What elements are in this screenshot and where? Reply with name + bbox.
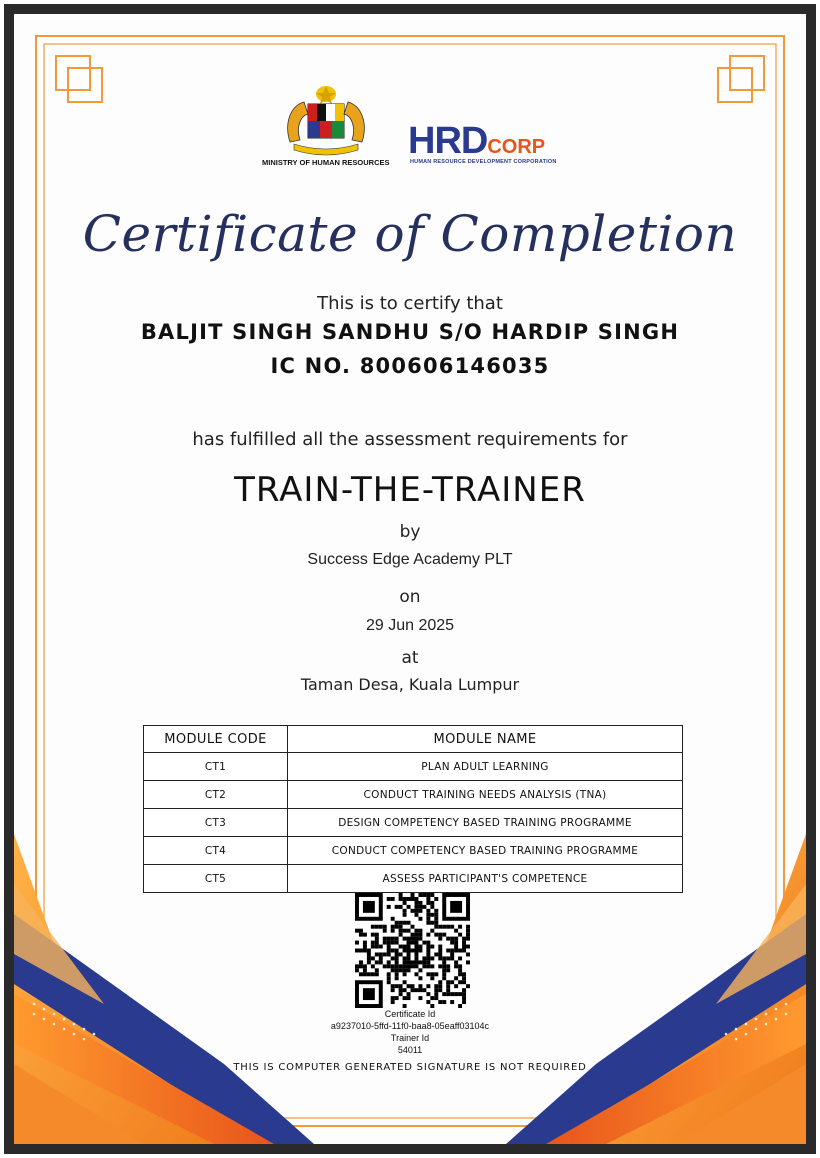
module-code-cell: CT3 bbox=[144, 809, 288, 837]
certificate-title: Certificate of Completion bbox=[82, 205, 738, 263]
training-provider: Success Edge Academy PLT bbox=[307, 551, 513, 568]
computer-generated-note: THIS IS COMPUTER GENERATED SIGNATURE IS NOT REQUIRED bbox=[233, 1062, 587, 1073]
module-name-cell: PLAN ADULT LEARNING bbox=[288, 753, 683, 781]
module-name-cell: CONDUCT COMPETENCY BASED TRAINING PROGRAMME bbox=[288, 837, 683, 865]
at-label: at bbox=[401, 648, 419, 668]
table-row bbox=[144, 753, 683, 781]
ic-number: IC NO. 800606146035 bbox=[270, 354, 550, 378]
table-row bbox=[144, 781, 683, 809]
coat-of-arms-emblem-icon bbox=[280, 84, 372, 156]
module-name-cell: DESIGN COMPETENCY BASED TRAINING PROGRAMME bbox=[288, 809, 683, 837]
on-label: on bbox=[399, 587, 421, 607]
module-code-cell: CT2 bbox=[144, 781, 288, 809]
module-name-header: MODULE NAME bbox=[288, 726, 683, 753]
module-name-cell: CONDUCT TRAINING NEEDS ANALYSIS (TNA) bbox=[288, 781, 683, 809]
table-row bbox=[144, 809, 683, 837]
certificate-id: a9237010-5ffd-11f0-baa8-05eaff03104c bbox=[330, 1021, 490, 1031]
table-row bbox=[144, 865, 683, 893]
module-code-cell: CT4 bbox=[144, 837, 288, 865]
recipient-name: BALJIT SINGH SANDHU S/O HARDIP SINGH bbox=[140, 320, 680, 344]
module-code-cell: CT5 bbox=[144, 865, 288, 893]
table-row bbox=[144, 837, 683, 865]
modules-table bbox=[143, 725, 683, 893]
course-title: TRAIN-THE-TRAINER bbox=[234, 470, 586, 510]
table-header-row bbox=[144, 726, 683, 753]
trainer-id-label: Trainer Id bbox=[390, 1033, 430, 1043]
hrdcorp-logo-icon bbox=[408, 120, 545, 163]
training-location: Taman Desa, Kuala Lumpur bbox=[300, 675, 520, 694]
completion-date: 29 Jun 2025 bbox=[365, 617, 455, 634]
hrd-brand-main: HRD bbox=[408, 120, 488, 162]
hrd-brand-suffix: CORP bbox=[487, 136, 546, 158]
qr-code-icon bbox=[355, 893, 470, 1008]
trainer-id: 54011 bbox=[397, 1045, 423, 1055]
certificate-id-label: Certificate Id bbox=[384, 1009, 436, 1019]
by-label: by bbox=[399, 522, 421, 542]
module-code-cell: CT1 bbox=[144, 753, 288, 781]
ministry-label: MINISTRY OF HUMAN RESOURCES bbox=[262, 158, 390, 167]
hrd-subtitle: HUMAN RESOURCE DEVELOPMENT CORPORATION bbox=[410, 159, 557, 165]
certify-intro: This is to certify that bbox=[317, 293, 503, 314]
module-name-cell: ASSESS PARTICIPANT'S COMPETENCE bbox=[288, 865, 683, 893]
fulfilled-text: has fulfilled all the assessment requirements for bbox=[192, 429, 628, 450]
module-code-header: MODULE CODE bbox=[144, 726, 288, 753]
